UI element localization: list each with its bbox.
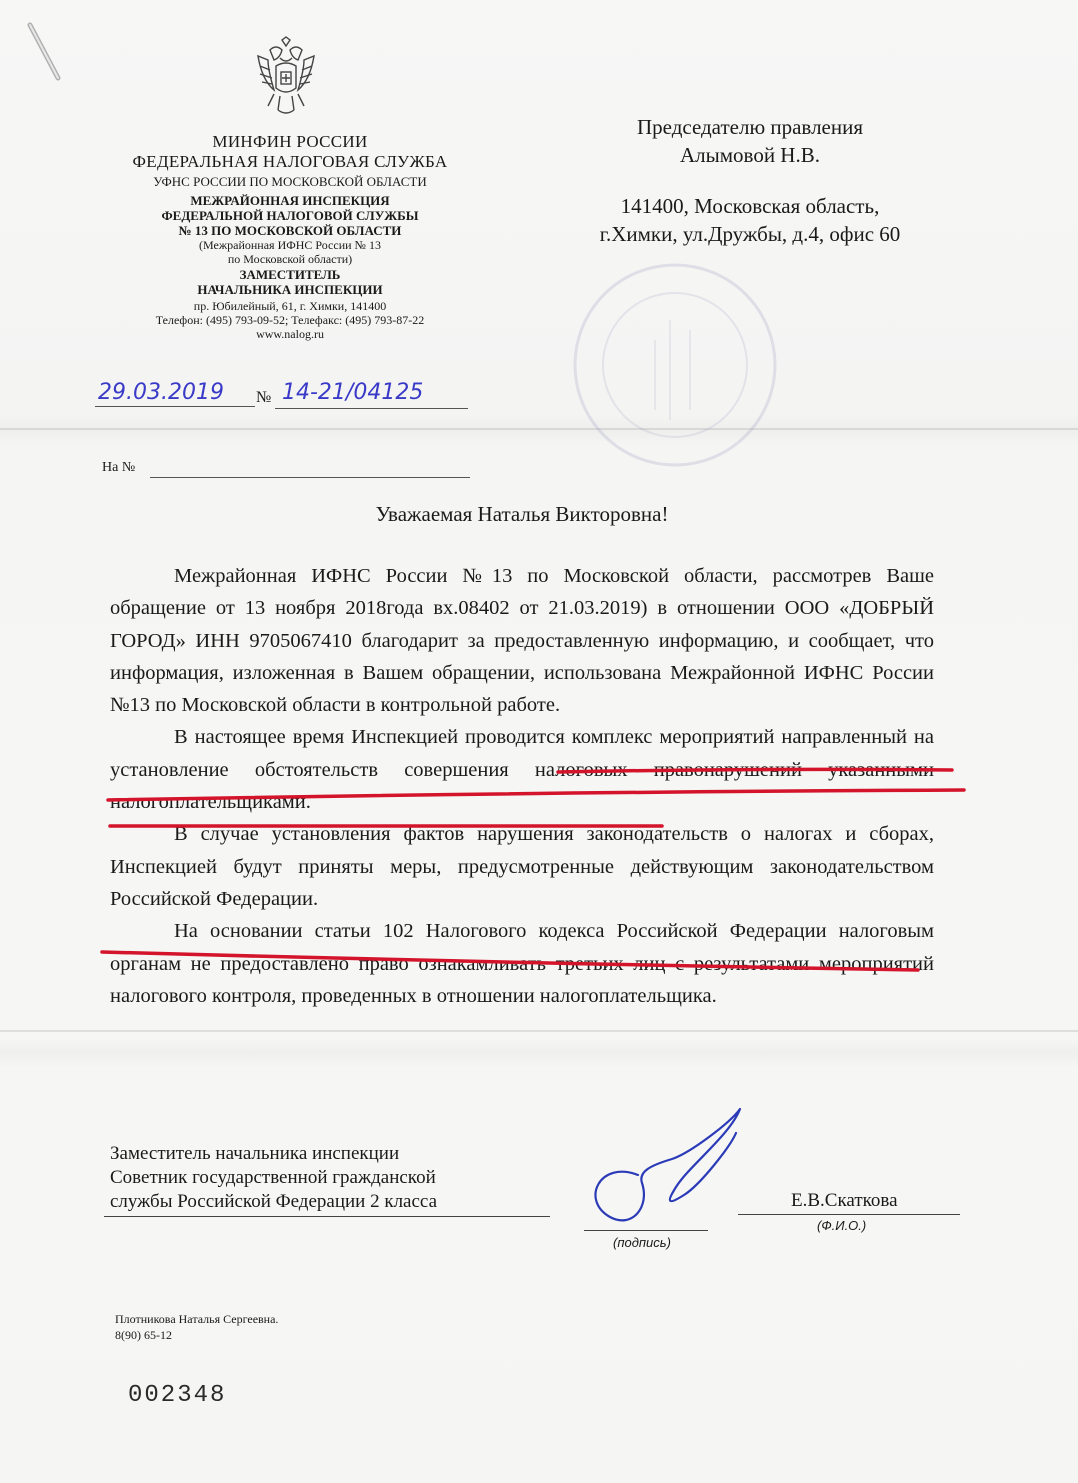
recipient-address-line1: 141400, Московская область, [620,193,880,218]
recipient-address-line2: г.Химки, ул.Дружбы, д.4, офис 60 [599,222,901,247]
name-caption: (Ф.И.О.) [817,1218,867,1233]
recipient-position: Председателю правления [636,115,864,139]
office-website: www.nalog.ru [256,326,324,341]
salutation: Уважаемая Наталья Викторовна! [375,502,669,526]
body-paragraph: В случае установления фактов нарушения законодательств о налогах и сборах, Инспекцией будут приняты меры, предусмотренные действующим законодательством Российской Федерации. [110,823,934,910]
name-underline [738,1214,960,1215]
position-line1: ЗАМЕСТИТЕЛЬ [239,267,341,283]
signatory-title-line2: Советник государственной гражданской [110,1167,436,1188]
office-phones: Телефон: (495) 793-09-52; Телефакс: (495) 793-87-22 [155,313,425,328]
ministry-name: МИНФИН РОССИИ [212,132,368,151]
executor-name: Плотникова Наталья Сергеевна. [115,1312,279,1326]
service-name: ФЕДЕРАЛЬНАЯ НАЛОГОВАЯ СЛУЖБА [132,151,448,171]
office-address: пр. Юбилейный, 61, г. Химки, 141400 [193,299,387,314]
inspection-name-line1: МЕЖРАЙОННАЯ ИНСПЕКЦИЯ [190,193,390,209]
recipient-name: Алымовой Н.В. [680,143,820,168]
position-line2: НАЧАЛЬНИКА ИНСПЕКЦИИ [197,282,383,298]
inspection-name-line2: ФЕДЕРАЛЬНОЙ НАЛОГОВОЙ СЛУЖБЫ [161,207,419,223]
signatory-title-line3: службы Российской Федерации 2 класса [110,1191,438,1212]
handwritten-signature [580,1105,760,1235]
body-paragraph: В настоящее время Инспекцией проводится комплекс мероприятий направленный на установление обстоятельств совершения налоговых правонарушений указанными налогоплательщиками. [110,726,934,814]
titles-underline [104,1216,550,1217]
form-serial-number: 002348 [128,1382,227,1409]
signatory-name: Е.В.Скаткова [791,1190,898,1211]
signature-caption: (подпись) [613,1235,671,1250]
registration-number-sign: № [256,389,272,406]
underline-stroke [102,952,918,970]
signature-underline [584,1230,708,1231]
regional-office: УФНС РОССИИ ПО МОСКОВСКОЙ ОБЛАСТИ [153,174,427,190]
underline-stroke [108,790,964,800]
signatory-title-line1: Заместитель начальника инспекции [110,1143,400,1164]
inspection-short-line2: по Московской области) [227,251,353,266]
registration-date: 29.03.2019 [98,380,224,405]
reply-to-label: На № [102,460,136,475]
inspection-short-line1: (Межрайонная ИФНС России № 13 [199,237,381,252]
body-paragraph: Межрайонная ИФНС России №13 по Московской области, рассмотрев Ваше обращение от 13 ноября 2018года вх.08402 от 21.03.2019) в отношении ООО «ДОБРЫЙ ГОРОД» ИНН 9705067410 благодарит за предоставленную информацию, и сообщает, что информация, изложенная в Вашем обращении, использована Межрайонной ИФНС России №13 по Московской области в контрольной работе. [110,565,934,717]
signatory-titles [110,1142,437,1214]
registration-number: 14-21/04125 [282,380,424,405]
inspection-name-line3: № 13 ПО МОСКОВСКОЙ ОБЛАСТИ [178,222,402,238]
underline-stroke [558,769,952,772]
body-paragraph: На основании статьи 102 Налогового кодекса Российской Федерации налоговым органам не предоставлено право ознакамливать третьих лиц с результатами мероприятий налогового контроля, проведенных в отношении налогоплательщика. [110,920,934,1007]
executor-phone: 8(90) 65-12 [115,1328,172,1342]
